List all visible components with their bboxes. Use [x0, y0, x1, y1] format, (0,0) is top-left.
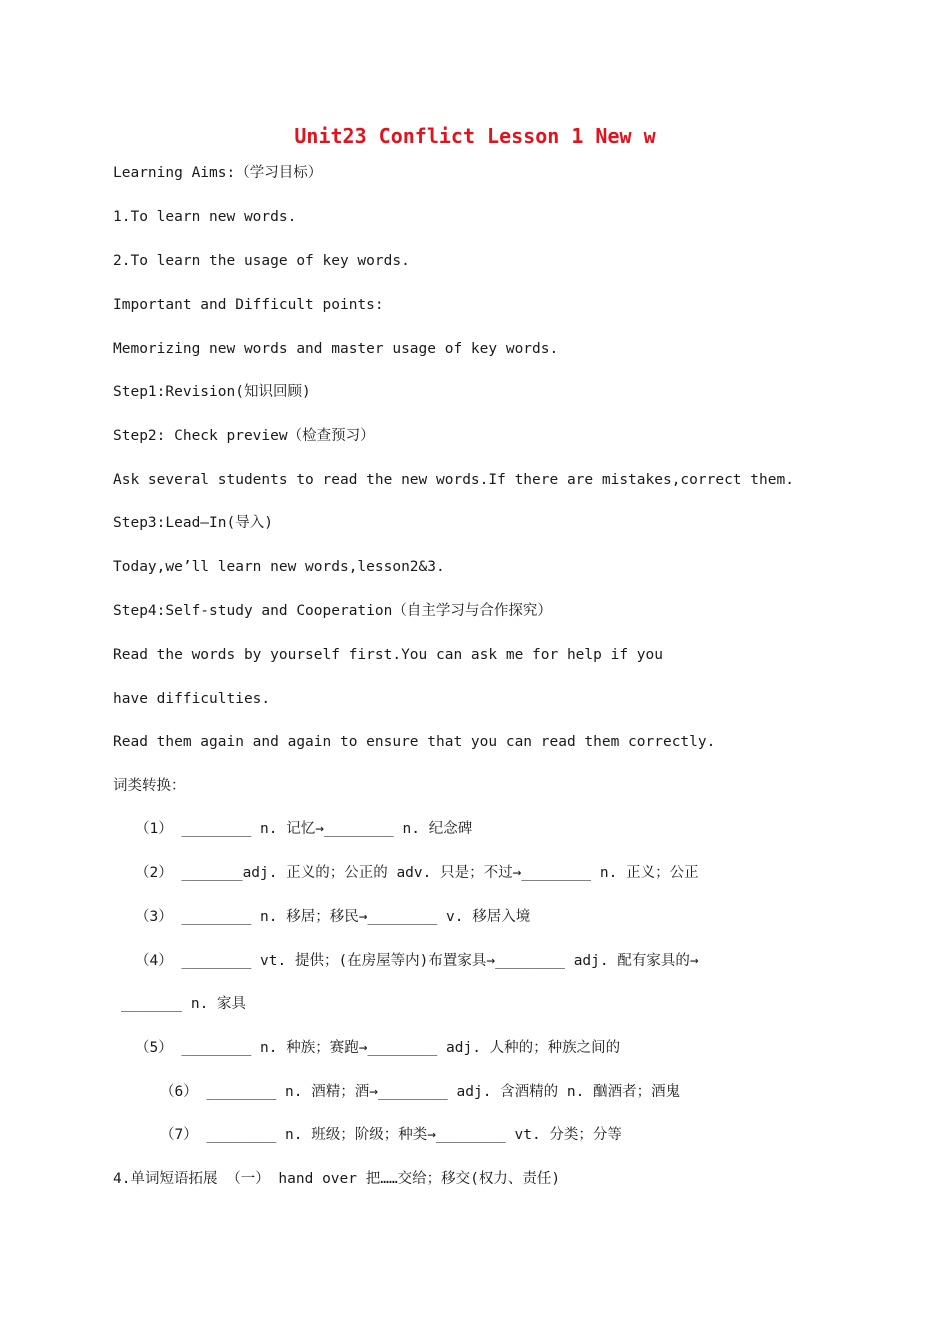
exercise-item-4-continued: _______ n. 家具: [121, 996, 247, 1012]
document-title: Unit23 Conflict Lesson 1 New w: [294, 124, 656, 148]
exercise-item-7: （7） ________ n. 班级；阶级；种类→________ vt. 分类；分等: [160, 1127, 622, 1143]
step-4-text-line-1: Read the words by yourself first.You can ask me for help if you: [113, 647, 663, 663]
step-3: Step3:Lead—In(导入): [113, 515, 273, 531]
aim-1: 1.To learn new words.: [113, 209, 297, 225]
step-1: Step1:Revision(知识回顾): [113, 384, 311, 400]
step-4-text-line-2: have difficulties.: [113, 691, 271, 707]
step-3-text: Today,we’ll learn new words,lesson2&3.: [113, 559, 445, 575]
step-4-text-line-3: Read them again and again to ensure that you can read them correctly.: [113, 734, 716, 750]
exercise-item-1: （1） ________ n. 记忆→________ n. 纪念碑: [135, 821, 473, 837]
exercise-item-5: （5） ________ n. 种族；赛跑→________ adj. 人种的；种族之间的: [135, 1040, 621, 1056]
exercise-item-4: （4） ________ vt. 提供；(在房屋等内)布置家具→________ adj. 配有家具的→: [135, 953, 699, 969]
step-4: Step4:Self-study and Cooperation（自主学习与合作探究）: [113, 603, 552, 619]
key-points-heading: Important and Difficult points:: [113, 297, 384, 313]
exercise-item-2: （2） _______adj. 正义的；公正的 adv. 只是；不过→________ n. 正义；公正: [135, 865, 699, 881]
step-2: Step2: Check preview（检查预习）: [113, 428, 375, 444]
step-2-text: Ask several students to read the new words.If there are mistakes,correct them.: [113, 472, 794, 488]
word-conversion-heading: 词类转换：: [113, 778, 186, 794]
aim-2: 2.To learn the usage of key words.: [113, 253, 410, 269]
key-points-text: Memorizing new words and master usage of key words.: [113, 341, 559, 357]
learning-aims-heading: Learning Aims:（学习目标）: [113, 165, 323, 181]
exercise-item-3: （3） ________ n. 移居；移民→________ v. 移居入境: [135, 909, 531, 925]
exercise-item-6: （6） ________ n. 酒精；酒→________ adj. 含酒精的 n. 酗酒者；酒鬼: [160, 1084, 681, 1100]
phrase-expansion: 4.单词短语拓展 （一） hand over 把……交给；移交(权力、责任): [113, 1171, 561, 1187]
